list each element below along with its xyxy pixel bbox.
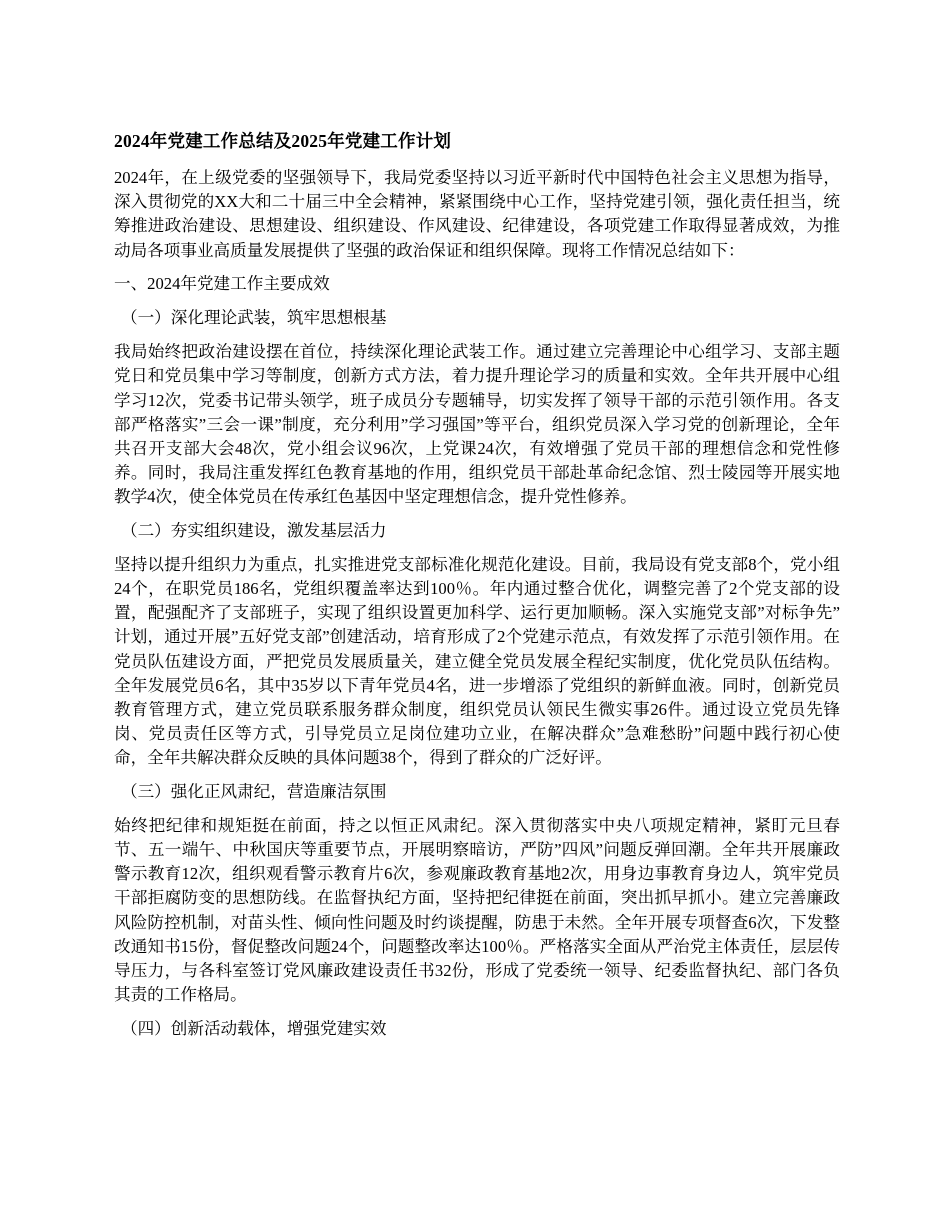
heading-section-1-1: （一）深化理论武装，筑牢思想根基 [121,308,387,328]
paragraph-section-1-3: 始终把纪律和规矩挺在前面，持之以恒正风肃纪。深入贯彻落实中央八项规定精神，紧盯元旦春节、五一端午、中秋国庆等重要节点，开展明察暗访，严防”四风”问题反弹回潮。全年共开展廉政警示教育12次，组织观看警示教育片6次，参观廉政教育基地2次，用身边事教育身边人，筑牢党员干部拒腐防变的思想防线。在监督执纪方面，坚持把纪律挺在前面，突出抓早抓小。建立完善廉政风险防控机制，对苗头性、倾向性问题及时约谈提醒，防患于未然。全年开展专项督查6次，下发整改通知书15份，督促整改问题24个，问题整改率达100％。严格落实全面从严治党主体责任，层层传导压力，与各科室签订党风廉政建设责任书32份，形成了党委统一领导、纪委监督执纪、部门各负其责的工作格局。 [114,815,840,1005]
heading-section-1-2: （二）夯实组织建设，激发基层活力 [121,520,387,540]
heading-section-1-4: （四）创新活动载体，增强党建实效 [121,1018,387,1038]
paragraph-section-1-2: 坚持以提升组织力为重点，扎实推进党支部标准化规范化建设。目前，我局设有党支部8个，党小组24个，在职党员186名，党组织覆盖率达到100％。年内通过整合优化，调整完善了2个党支部的设置，配强配齐了支部班子，实现了组织设置更加科学、运行更加顺畅。深入实施党支部”对标争先”计划，通过开展”五好党支部”创建活动，培育形成了2个党建示范点，有效发挥了示范引领作用。在党员队伍建设方面，严把党员发展质量关，建立健全党员发展全程纪实制度，优化党员队伍结构。全年发展党员6名，其中35岁以下青年党员4名，进一步增添了党组织的新鲜血液。同时，创新党员教育管理方式，建立党员联系服务群众制度，组织党员认领民生微实事26件。通过设立党员先锋岗、党员责任区等方式，引导党员立足岗位建功立业，在解决群众”急难愁盼”问题中践行初心使命，全年共解决群众反映的具体问题38个，得到了群众的广泛好评。 [114,554,840,768]
page-title: 2024年党建工作总结及2025年党建工作计划 [114,131,452,151]
heading-section-1-3: （三）强化正风肃纪，营造廉洁氛围 [121,781,387,801]
paragraph-section-1-1: 我局始终把政治建设摆在首位，持续深化理论武装工作。通过建立完善理论中心组学习、支部主题党日和党员集中学习等制度，创新方式方法，着力提升理论学习的质量和实效。全年共开展中心组学习12次，党委书记带头领学，班子成员分专题辅导，切实发挥了领导干部的示范引领作用。各支部严格落实”三会一课”制度，充分利用”学习强国”等平台，组织党员深入学习党的创新理论，全年共召开支部大会48次，党小组会议96次，上党课24次，有效增强了党员干部的理想信念和党性修养。同时，我局注重发挥红色教育基地的作用，组织党员干部赴革命纪念馆、烈士陵园等开展实地教学4次，使全体党员在传承红色基因中坚定理想信念，提升党性修养。 [114,342,840,507]
heading-section-1: 一、2024年党建工作主要成效 [114,273,330,293]
paragraph-intro: 2024年，在上级党委的坚强领导下，我局党委坚持以习近平新时代中国特色社会主义思想为指导，深入贯彻党的XX大和二十届三中全会精神，紧紧围绕中心工作，坚持党建引领，强化责任担当，统筹推进政治建设、思想建设、组织建设、作风建设、纪律建设，各项党建工作取得显著成效，为推动局各项事业高质量发展提供了坚强的政治保证和组织保障。现将工作情况总结如下： [114,168,840,260]
